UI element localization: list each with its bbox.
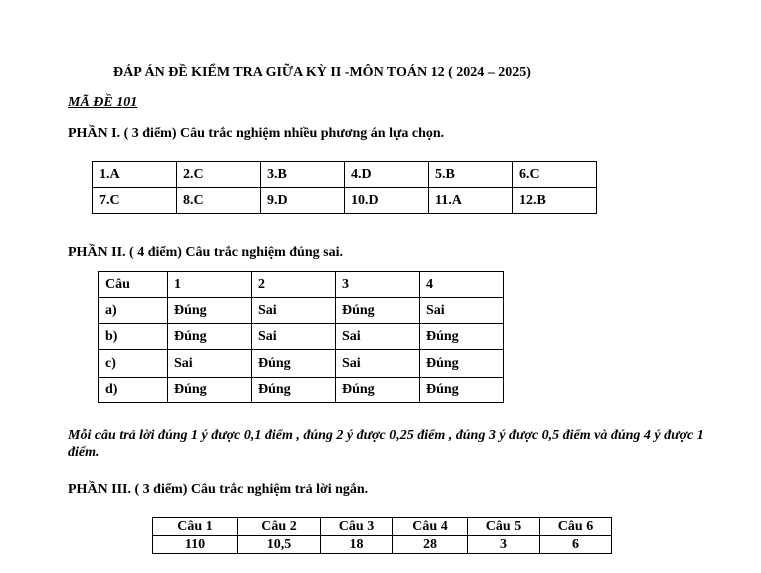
answer-cell: 6.C	[513, 162, 597, 188]
answer-cell: Đúng	[420, 324, 504, 350]
answer-cell: 8.C	[177, 188, 261, 214]
part3-answer-table	[152, 517, 612, 554]
part2-heading: PHẦN II. ( 4 điểm) Câu trắc nghiệm đúng sai.	[68, 245, 343, 260]
answer-cell: 7.C	[93, 188, 177, 214]
table-row	[99, 324, 504, 350]
header-cell: 3	[336, 272, 420, 298]
header-cell: 2	[252, 272, 336, 298]
answer-cell: 3	[468, 536, 540, 554]
table-row	[99, 350, 504, 378]
answer-cell: 28	[393, 536, 468, 554]
answer-cell: Đúng	[336, 378, 420, 403]
row-label-cell: d)	[99, 378, 168, 403]
header-cell: Câu 5	[468, 518, 540, 536]
header-cell: Câu 3	[321, 518, 393, 536]
part2-answer-table	[98, 271, 504, 403]
part1-answer-table	[92, 161, 597, 214]
answer-cell: 10,5	[238, 536, 321, 554]
header-cell: Câu 2	[238, 518, 321, 536]
answer-cell: Sai	[252, 298, 336, 324]
table-row	[93, 188, 597, 214]
answer-cell: Đúng	[336, 298, 420, 324]
answer-cell: Đúng	[420, 350, 504, 378]
answer-cell: Sai	[336, 350, 420, 378]
document-title: ĐÁP ÁN ĐỀ KIỂM TRA GIỮA KỲ II -MÔN TOÁN 12 ( 2024 – 2025)	[113, 65, 531, 80]
header-cell: 4	[420, 272, 504, 298]
answer-cell: 18	[321, 536, 393, 554]
header-cell: 1	[168, 272, 252, 298]
row-label-cell: a)	[99, 298, 168, 324]
answer-cell: Đúng	[252, 350, 336, 378]
part3-heading: PHẦN III. ( 3 điểm) Câu trắc nghiệm trả lời ngắn.	[68, 482, 369, 497]
answer-cell: Sai	[336, 324, 420, 350]
answer-cell: 110	[153, 536, 238, 554]
answer-cell: 12.B	[513, 188, 597, 214]
answer-cell: Đúng	[168, 378, 252, 403]
answer-cell: 1.A	[93, 162, 177, 188]
answer-cell: 3.B	[261, 162, 345, 188]
table-header-row	[99, 272, 504, 298]
answer-cell: Sai	[252, 324, 336, 350]
answer-cell: Đúng	[252, 378, 336, 403]
exam-code: MÃ ĐỀ 101	[68, 95, 138, 110]
row-label-cell: b)	[99, 324, 168, 350]
table-header-row	[153, 518, 612, 536]
scoring-note: Mỗi câu trả lời đúng 1 ý được 0,1 điểm , đúng 2 ý được 0,25 điểm , đúng 3 ý được 0,5 điểm và đúng 4 ý được 1 điểm.	[68, 428, 704, 460]
answer-cell: 5.B	[429, 162, 513, 188]
header-cell: Câu 4	[393, 518, 468, 536]
answer-cell: Đúng	[168, 298, 252, 324]
answer-cell: Đúng	[420, 378, 504, 403]
answer-cell: 11.A	[429, 188, 513, 214]
row-label-cell: c)	[99, 350, 168, 378]
header-cell: Câu 1	[153, 518, 238, 536]
answer-cell: 4.D	[345, 162, 429, 188]
header-cell: Câu	[99, 272, 168, 298]
answer-cell: 2.C	[177, 162, 261, 188]
answer-cell: Sai	[420, 298, 504, 324]
answer-cell: 10.D	[345, 188, 429, 214]
table-row	[99, 378, 504, 403]
answer-cell: 9.D	[261, 188, 345, 214]
table-row	[93, 162, 597, 188]
header-cell: Câu 6	[540, 518, 612, 536]
part1-heading: PHẦN I. ( 3 điểm) Câu trắc nghiệm nhiều phương án lựa chọn.	[68, 126, 445, 141]
answer-cell: 6	[540, 536, 612, 554]
table-row	[99, 298, 504, 324]
table-row	[153, 536, 612, 554]
answer-cell: Sai	[168, 350, 252, 378]
answer-cell: Đúng	[168, 324, 252, 350]
